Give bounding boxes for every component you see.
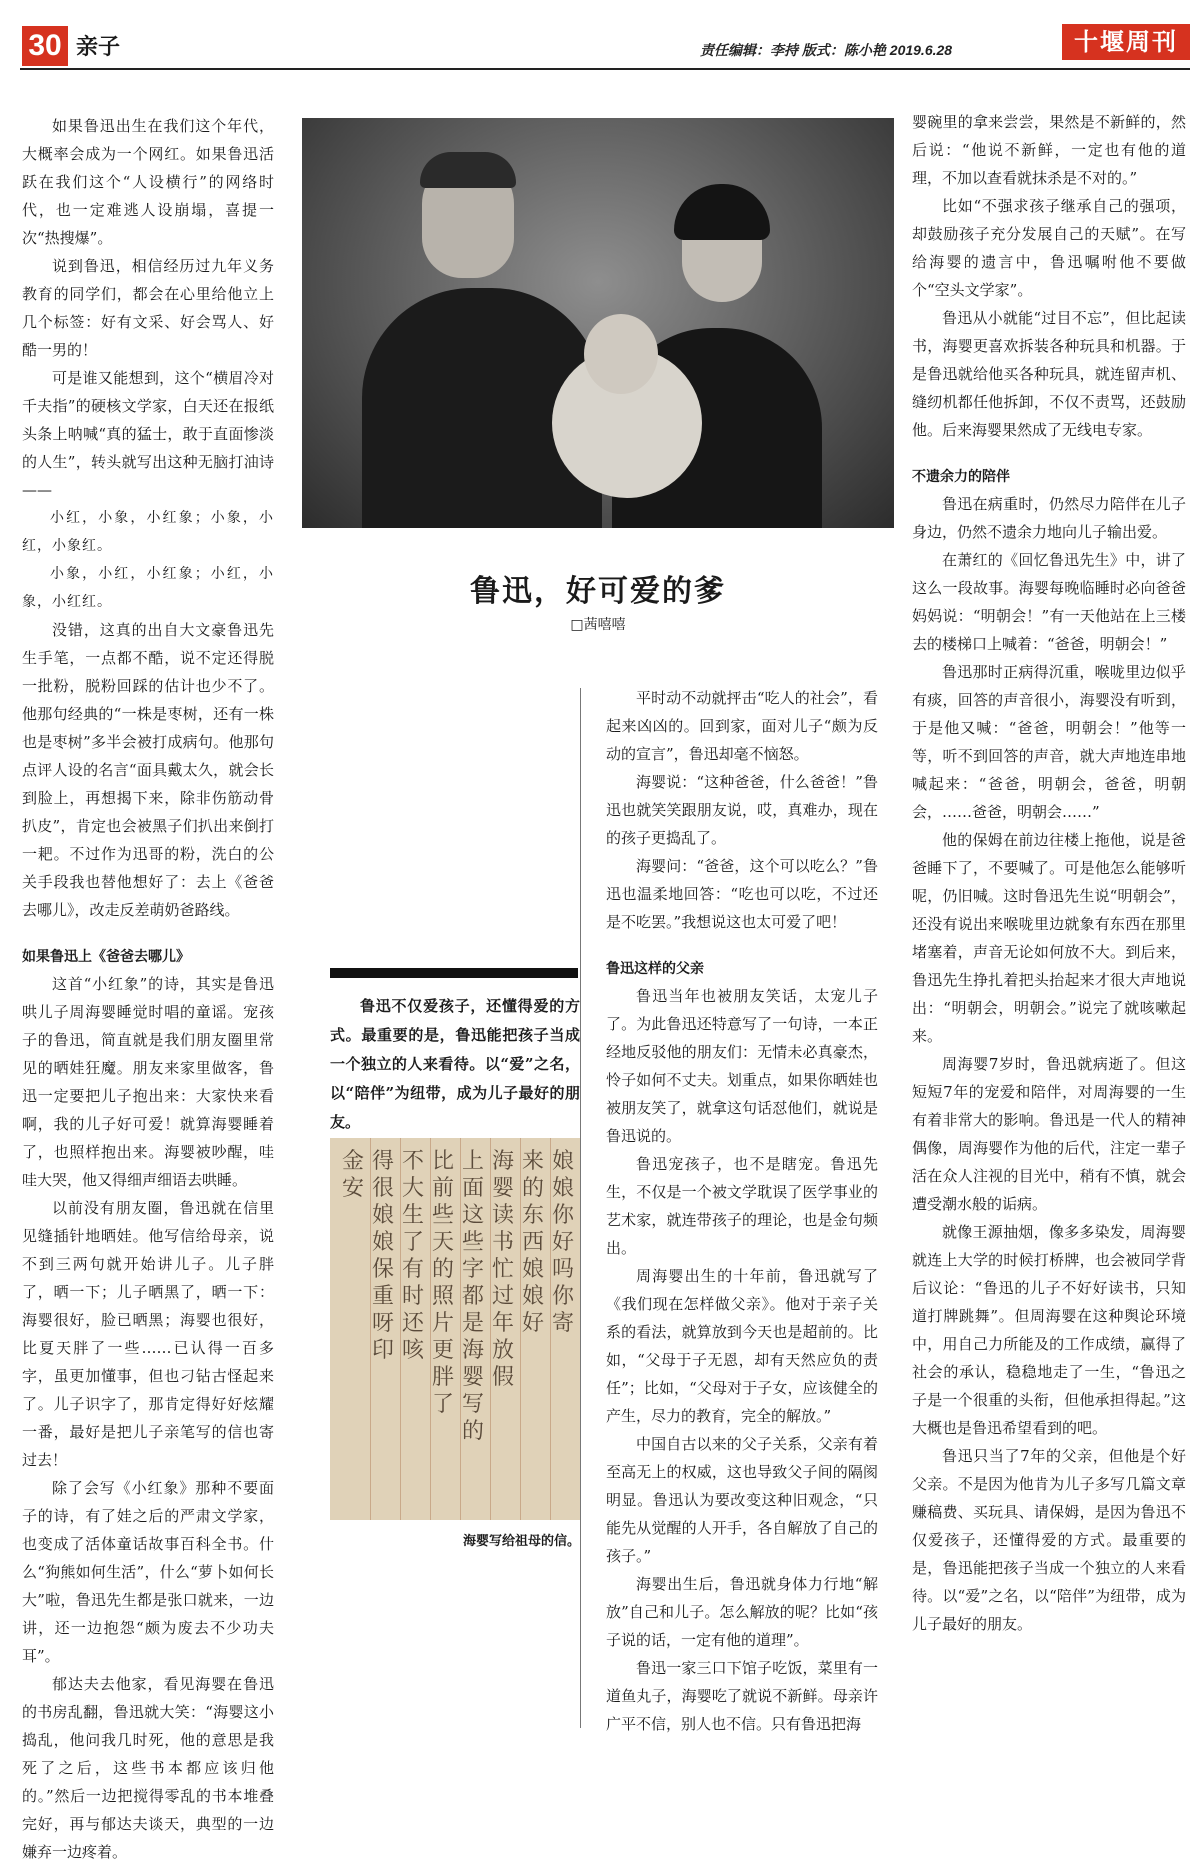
- letter-rule: [520, 1138, 521, 1520]
- article-author: □茜嘻嘻: [570, 617, 626, 633]
- paragraph: 海婴说：“这种爸爸，什么爸爸！”鲁迅也就笑笑跟朋友说，哎，真难办，现在的孩子更捣乱了。: [606, 773, 878, 847]
- paragraph: 在萧红的《回忆鲁迅先生》中，讲了这么一段故事。海婴每晚临睡时必向爸爸妈妈说：“明朝会！”有一天他站在上三楼去的楼梯口上喊着：“爸爸，明朝会！”: [912, 551, 1186, 653]
- subheading: 如果鲁迅上《爸爸去哪儿》: [22, 949, 190, 965]
- subheading: 不遗余力的陪伴: [912, 469, 1010, 485]
- letter-text: 娘娘你好吗你寄: [552, 1149, 575, 1336]
- paragraph: 鲁迅在病重时，仍然尽力陪伴在儿子身边，仍然不遗余力地向儿子输出爱。: [912, 495, 1186, 541]
- paragraph: 平时动不动就抨击“吃人的社会”，看起来凶凶的。回到家，面对儿子“颇为反动的宣言”，鲁迅却毫不恼怒。: [606, 689, 878, 763]
- letter-rule: [370, 1138, 371, 1520]
- masthead-logo: 十堰周刊: [1062, 24, 1190, 60]
- paragraph: 可是谁又能想到，这个“横眉冷对千夫指”的硬核文学家，白天还在报纸头条上呐喊“真的猛士，敢于直面惨淡的人生”，转头就写出这种无脑打油诗——: [22, 369, 274, 499]
- paragraph: 说到鲁迅，相信经历过九年义务教育的同学们，都会在心里给他立上几个标签：好有文采、好会骂人、好酷一男的！: [22, 257, 274, 359]
- paragraph: 海婴出生后，鲁迅就身体力行地“解放”自己和儿子。怎么解放的呢？比如“孩子说的话，一定有他的道理”。: [606, 1575, 878, 1649]
- paragraph: 除了会写《小红象》那种不要面子的诗，有了娃之后的严肃文学家，也变成了活体童话故事百科全书。什么“狗熊如何生活”，什么“萝卜如何长大”啦，鲁迅先生都是张口就来，一边讲，还一边抱怨“颇为废去不少功夫耳”。: [22, 1479, 274, 1665]
- letter-text: 来的东西娘娘好: [522, 1149, 545, 1336]
- poem-line: 小红，小象，小红象；小象，小红，小象红。: [22, 510, 274, 554]
- column-1: [22, 112, 274, 1861]
- letter-rule: [460, 1138, 461, 1520]
- letter-text: 上面这些字都是海婴写的: [462, 1149, 485, 1444]
- paragraph: 如果鲁迅出生在我们这个年代，大概率会成为一个网红。如果鲁迅活跃在我们这个“人设横行”的网络时代，也一定难逃人设崩塌，喜提一次“热搜爆”。: [22, 117, 274, 247]
- col1-paras: [22, 112, 274, 1866]
- letter-text: 海婴读书忙过年放假: [492, 1149, 515, 1390]
- paragraph: 他的保姆在前边往楼上拖他，说是爸爸睡下了，不要喊了。可是他怎么能够听呢，仍旧喊。这时鲁迅先生说“明朝会”，还没有说出来喉咙里边就象有东西在那里堵塞着，声音无论如何放不大。到后来，鲁迅先生挣扎着把头抬起来才很大声地说出：“明朝会，明朝会。”说完了就咳嗽起来。: [912, 831, 1186, 1045]
- letter-text: 金安: [342, 1149, 365, 1201]
- paragraph: 鲁迅只当了7年的父亲，但他是个好父亲。不是因为他肯为儿子多写几篇文章赚稿费、买玩具、请保姆，是因为鲁迅不仅爱孩子，还懂得爱的方式。最重要的是，鲁迅能把孩子当成一个独立的人来看待。以“爱”之名，以“陪伴”为纽带，成为儿子最好的朋友。: [912, 1447, 1186, 1633]
- paragraph: 婴碗里的拿来尝尝，果然是不新鲜的，然后说：“他说不新鲜，一定也有他的道理，不加以查看就抹杀是不对的。”: [912, 113, 1186, 187]
- letter-rule: [400, 1138, 401, 1520]
- section-title: 亲子: [76, 35, 121, 60]
- paragraph: 鲁迅那时正病得沉重，喉咙里边似乎有痰，回答的声音很小，海婴没有听到，于是他又喊：“爸爸，明朝会！”他等一等，听不到回答的声音，就大声地连串地喊起来：“爸爸，明朝会，爸爸，明朝会，……爸爸，明朝会……”: [912, 663, 1186, 821]
- paragraph: 鲁迅当年也被朋友笑话，太宠儿子了。为此鲁迅还特意写了一句诗，一本正经地反驳他的朋友们：无情未必真豪杰，怜子如何不丈夫。划重点，如果你晒娃也被朋友笑了，就拿这句话怼他们，就说是鲁迅说的。: [606, 987, 878, 1145]
- paragraph: 没错，这真的出自大文豪鲁迅先生手笔，一点都不酷，说不定还得脱一批粉，脱粉回踩的估计也少不了。他那句经典的“一株是枣树，还有一株也是枣树”多半会被打成病句。他那句点评人设的名言“面具戴太久，就会长到脸上，再想揭下来，除非伤筋动骨扒皮”，肯定也会被黑子们扒出来倒打一耙。不过作为迅哥的粉，洗白的公关手段我也替他想好了：去上《爸爸去哪儿》，改走反差萌奶爸路线。: [22, 621, 274, 919]
- letter-text: 得很娘娘保重呀印: [372, 1149, 395, 1363]
- photo-figure: [674, 184, 770, 240]
- column-3: [606, 684, 878, 1734]
- letter-text: 比前些天的照片更胖了: [432, 1149, 455, 1417]
- paragraph: 以前没有朋友圈，鲁迅就在信里见缝插针地晒娃。他写信给母亲，说不到三两句就开始讲儿子。儿子胖了，晒一下；儿子晒黑了，晒一下：海婴很好，脸已晒黑；海婴也很好，比夏天胖了一些……已认得一百多字，虽更加懂事，但也刁钻古怪起来了。儿子识字了，那肯定得好好炫耀一番，最好是把儿子亲笔写的信也寄过去！: [22, 1199, 274, 1469]
- paragraph: 周海婴7岁时，鲁迅就病逝了。但这短短7年的宠爱和陪伴，对周海婴的一生有着非常大的影响。鲁迅是一代人的精神偶像，周海婴作为他的后代，注定一辈子活在众人注视的目光中，稍有不慎，就会遭受潮水般的诟病。: [912, 1055, 1186, 1213]
- paragraph: 郁达夫去他家，看见海婴在鲁迅的书房乱翻，鲁迅就大笑：“海婴这小捣乱，他问我几时死，他的意思是我死了之后，这些书本都应该归他的。”然后一边把搅得零乱的书本堆叠完好，再与郁达夫谈天，典型的一边嫌弃一边疼着。: [22, 1675, 274, 1861]
- photo-figure: [420, 152, 516, 188]
- column-divider: [580, 688, 581, 1728]
- pull-quote: 鲁迅不仅爱孩子，还懂得爱的方式。最重要的是，鲁迅能把孩子当成一个独立的人来看待。以“爱”之名，以“陪伴”为纽带，成为儿子最好的朋友。: [330, 997, 580, 1131]
- letter-rule: [550, 1138, 551, 1520]
- subheading: 鲁迅这样的父亲: [606, 961, 704, 977]
- editor-credits: 责任编辑：李持 版式：陈小艳 2019.6.28: [700, 42, 953, 58]
- quote-bar: [330, 968, 578, 978]
- letter-rule: [490, 1138, 491, 1520]
- paragraph: 周海婴出生的十年前，鲁迅就写了《我们现在怎样做父亲》。他对于亲子关系的看法，就算放到今天也是超前的。比如，“父母于子无恩，却有天然应负的责任”；比如，“父母对于子女，应该健全的产生，尽力的教育，完全的解放。”: [606, 1267, 878, 1425]
- letter-text: 不大生了有时还咳: [402, 1149, 425, 1363]
- paragraph: 鲁迅宠孩子，也不是瞎宠。鲁迅先生，不仅是一个被文学耽误了医学事业的艺术家，就连带孩子的理论，也是金句频出。: [606, 1155, 878, 1257]
- header-rule: [20, 68, 1190, 70]
- column-4: [912, 108, 1186, 1728]
- letter-caption: 海婴写给祖母的信。: [462, 1534, 580, 1549]
- letter-image: [330, 1138, 580, 1520]
- paragraph: 鲁迅从小就能“过目不忘”，但比起读书，海婴更喜欢拆装各种玩具和机器。于是鲁迅就给他买各种玩具，就连留声机、缝纫机都任他拆卸，不仅不责骂，还鼓励他。后来海婴果然成了无线电专家。: [912, 309, 1186, 439]
- paragraph: 就像王源抽烟，像多多染发，周海婴就连上大学的时候打桥牌，也会被同学背后议论：“鲁迅的儿子不好好读书，只知道打牌跳舞”。但周海婴在这种舆论环境中，用自己力所能及的工作成绩，赢得了社会的承认，稳稳地走了一生，“鲁迅之子是一个很重的头衔，但他承担得起。”这大概也是鲁迅希望看到的吧。: [912, 1223, 1186, 1437]
- poem-line: 小象，小红，小红象；小红，小象，小红红。: [22, 566, 274, 610]
- paragraph: 这首“小红象”的诗，其实是鲁迅哄儿子周海婴睡觉时唱的童谣。宠孩子的鲁迅，简直就是我们朋友圈里常见的晒娃狂魔。朋友来家里做客，鲁迅一定要把儿子抱出来：大家快来看啊，我的儿子好可爱！就算海婴睡着了，也照样抱出来。海婴被吵醒，哇哇大哭，他又得细声细语去哄睡。: [22, 975, 274, 1189]
- article-title: 鲁迅，好可爱的爹: [470, 574, 726, 609]
- letter-rule: [430, 1138, 431, 1520]
- page-number: 30: [22, 26, 68, 66]
- paragraph: 比如“不强求孩子继承自己的强项，却鼓励孩子充分发展自己的天赋”。在写给海婴的遗言中，鲁迅嘱咐他不要做个“空头文学家”。: [912, 197, 1186, 299]
- paragraph: 鲁迅一家三口下馆子吃饭，菜里有一道鱼丸子，海婴吃了就说不新鲜。母亲许广平不信，别人也不信。只有鲁迅把海: [606, 1659, 878, 1733]
- photo-figure: [584, 314, 658, 394]
- paragraph: 中国自古以来的父子关系，父亲有着至高无上的权威，这也导致父子间的隔阂明显。鲁迅认为要改变这种旧观念，“只能先从觉醒的人开手，各自解放了自己的孩子。”: [606, 1435, 878, 1565]
- paragraph: 海婴问：“爸爸，这个可以吃么？”鲁迅也温柔地回答：“吃也可以吃，不过还是不吃罢。”我想说这也太可爱了吧！: [606, 857, 878, 931]
- family-photo: [302, 118, 894, 528]
